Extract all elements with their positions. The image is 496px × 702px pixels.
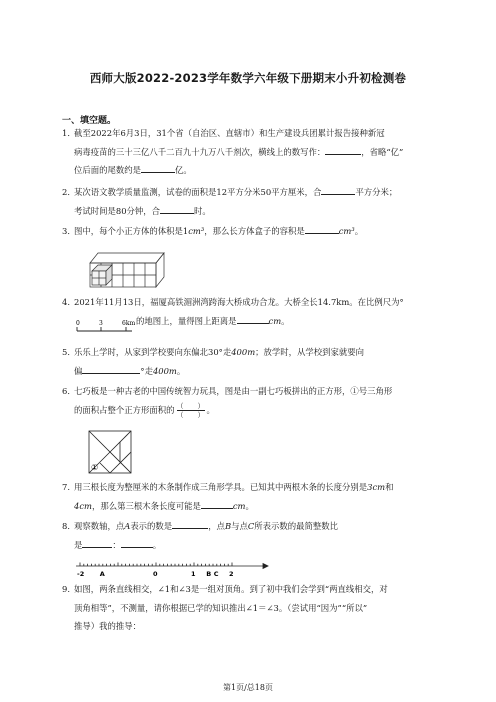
question-3 xyxy=(62,222,436,241)
question-text: 的地图上，量得图上距离是 xyxy=(136,315,237,326)
question-text: 考试时间是80分钟，合 xyxy=(74,205,161,216)
question-text: ；放学时，从学校到家就要向 xyxy=(255,347,365,357)
question-text: 表示的数是 xyxy=(130,521,173,531)
page-footer: 第1页/总18页 xyxy=(223,683,273,692)
question-text: 是 xyxy=(74,539,83,550)
question-text: 偏 xyxy=(74,365,83,376)
page-title: 西师大版2022-2023学年数学六年级下册期末小升初检测卷 xyxy=(89,71,407,85)
question-5 xyxy=(62,343,436,380)
cube-box-figure xyxy=(88,249,168,289)
answer-blank[interactable] xyxy=(121,538,153,548)
number-line-label: 0 xyxy=(153,570,158,578)
scale-tick-label: 3 xyxy=(99,320,103,327)
question-text: 用三根长度为整厘米的木条制作成三角形学具。已知其中两根木条的长度分别是 xyxy=(74,482,368,492)
question-text: 推导）我的推导： xyxy=(74,621,141,631)
question-text: 。 xyxy=(206,404,215,415)
question-text: ，那么长方体盒子的容积是 xyxy=(204,226,305,236)
question-8 xyxy=(62,517,436,554)
answer-blank[interactable] xyxy=(237,314,269,324)
question-text: 时。 xyxy=(194,205,211,216)
question-text: 。 xyxy=(152,539,162,550)
question-text: 和 xyxy=(385,482,394,492)
question-text: ，那么第三根木条长度可能是 xyxy=(91,500,201,511)
question-text: 七巧板是一种古老的中国传统智力玩具，图是由一副七巧板拼出的正方形，①号三角形 xyxy=(74,386,393,396)
question-number: 5． xyxy=(62,347,76,357)
scale-tick-label: 6km xyxy=(122,320,136,327)
question-number: 2． xyxy=(62,187,76,197)
scale-tick-label: 0 xyxy=(76,320,80,327)
question-text: 病毒疫苗的三十三亿八千二百九十九万八千剂次，横线上的数写作： xyxy=(74,146,326,157)
unit-label: cm xyxy=(268,315,282,326)
number-line-label: 2 xyxy=(229,570,234,578)
question-text: 亿。 xyxy=(175,165,192,175)
fraction-blank[interactable] xyxy=(177,402,205,419)
answer-blank[interactable] xyxy=(82,364,140,374)
question-text: 平方分米； xyxy=(355,187,398,197)
question-text: 图中，每个小正方体的体积是1 xyxy=(74,226,189,236)
question-7 xyxy=(62,478,436,515)
question-text: 所表示数的最简整数比 xyxy=(254,521,339,531)
question-number: 1． xyxy=(62,128,76,138)
length-value: 4cm xyxy=(74,500,92,511)
question-1 xyxy=(62,124,436,180)
answer-blank[interactable] xyxy=(82,538,112,548)
distance-value: 400m xyxy=(231,347,256,357)
answer-blank[interactable] xyxy=(305,224,339,234)
question-text: 2021年11月13日，福厦高铁湄洲湾跨海大桥成功合龙。大桥全长14.7km。在比例尺为° xyxy=(74,297,404,307)
point-label: A xyxy=(124,521,131,531)
question-text: 。 xyxy=(281,315,290,326)
question-text: 截至2022年6月3日，31个省（自治区、直辖市）和生产建设兵团累计报告接种新冠 xyxy=(74,128,385,138)
answer-blank[interactable] xyxy=(141,163,175,173)
question-text: 与点 xyxy=(231,521,248,531)
question-text: 顶角相等”，不测量，请你根据已学的知识推出∠1＝∠3。（尝试用“因为”“所以” xyxy=(74,602,368,613)
question-text: 乐乐上学时，从家到学校要向东偏北30°走 xyxy=(74,347,232,357)
number-line-label: A xyxy=(99,570,105,578)
question-text: 。 xyxy=(176,365,186,376)
unit-label: cm³ xyxy=(338,226,355,236)
number-line-arrow xyxy=(263,564,268,569)
question-text: 如图，两条直线相交，∠1和∠3是一组对顶角。到了初中我们会学到“两直线相交，对 xyxy=(74,584,388,594)
answer-blank[interactable] xyxy=(160,204,194,214)
question-9 xyxy=(62,580,436,636)
tangram-figure xyxy=(88,430,132,474)
question-number: 9. xyxy=(62,584,70,594)
question-text: ，省略“亿” xyxy=(361,146,404,157)
question-text: 某次语文教学质量监测，试卷的面积是12平方分米50平方厘米，合 xyxy=(74,187,322,197)
piece-label: ① xyxy=(91,463,99,472)
question-text: ，点 xyxy=(208,521,225,531)
question-text: °走 xyxy=(140,365,153,376)
unit-label: cm xyxy=(232,500,246,511)
unit-label: cm³ xyxy=(188,226,205,236)
number-line-label: 1 xyxy=(191,570,196,578)
question-number: 3． xyxy=(62,226,76,236)
map-scale-bar xyxy=(74,318,138,340)
question-text: 。 xyxy=(354,226,364,236)
number-line-label: -2 xyxy=(77,570,85,578)
number-line-label: C xyxy=(213,570,219,578)
question-text: 。 xyxy=(245,500,254,511)
question-number: 7. xyxy=(62,482,70,492)
answer-blank[interactable] xyxy=(172,519,208,529)
question-text: 位后面的尾数约是 xyxy=(74,165,141,175)
answer-blank[interactable] xyxy=(321,185,355,195)
question-number: 4. xyxy=(62,297,70,307)
answer-blank[interactable] xyxy=(201,499,233,509)
length-value: 3cm xyxy=(367,482,386,492)
section-heading: 一、填空题。 xyxy=(62,116,117,126)
answer-blank[interactable] xyxy=(325,145,361,155)
fraction-numerator: （ ） xyxy=(176,401,205,410)
question-number: 8． xyxy=(62,521,76,531)
point-label: C xyxy=(247,521,255,531)
point-label: B xyxy=(224,521,232,531)
number-line-label: B xyxy=(206,570,212,578)
fraction-denominator: （ ） xyxy=(176,410,205,419)
question-number: 6． xyxy=(62,386,76,396)
number-line xyxy=(72,558,272,578)
question-text: 观察数轴，点 xyxy=(74,521,125,531)
question-text: ： xyxy=(112,539,121,550)
distance-value: 400m xyxy=(152,365,177,376)
question-2 xyxy=(62,183,436,220)
question-text: 的面积占整个正方形面积的 xyxy=(74,404,175,415)
question-6 xyxy=(62,382,436,419)
